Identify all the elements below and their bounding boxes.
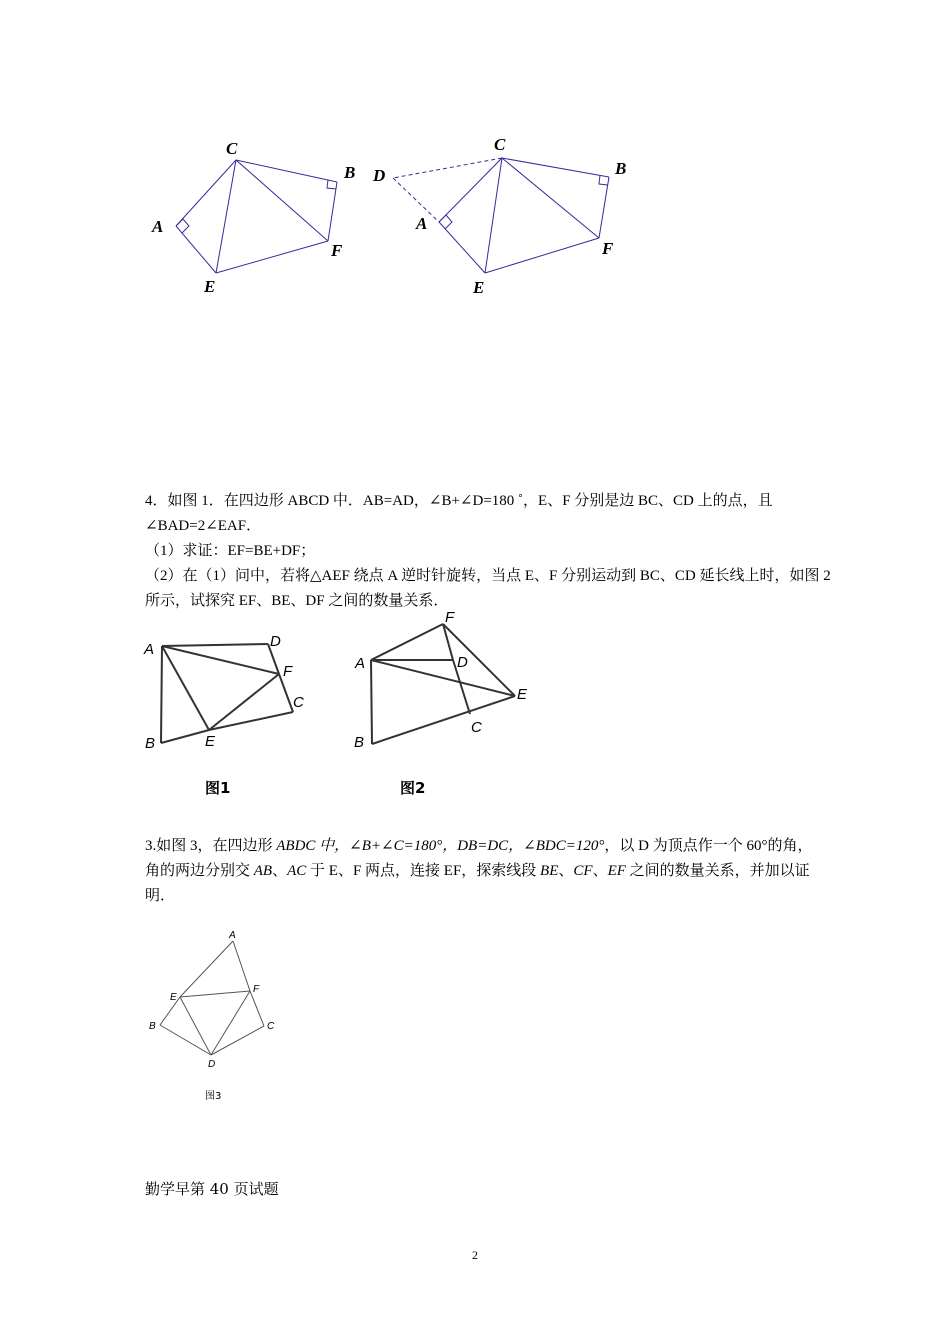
q3-line3: 明． (145, 888, 176, 904)
figure-quadrilateral-left (140, 130, 370, 300)
label-C: C (494, 135, 506, 154)
label-D: D (373, 166, 386, 185)
label-C: C (267, 1021, 275, 1032)
label-A: A (416, 214, 428, 233)
figure-caption: 图3 (205, 1091, 222, 1102)
q4-part1: （1）求证：EF=BE+DF； (145, 543, 316, 559)
label-D: D (270, 633, 281, 650)
label-C: C (471, 719, 482, 736)
q3-line2f: BE (540, 863, 559, 879)
figure-caption: 图1 (205, 779, 231, 797)
label-A: A (229, 930, 236, 941)
label-B: B (149, 1021, 156, 1032)
q4-line2: ∠BAD=2∠EAF． (145, 518, 262, 534)
figure-3 (140, 925, 290, 1105)
figure-quadrilateral-right (365, 125, 655, 305)
label-A: A (355, 655, 366, 672)
label-F: F (283, 663, 293, 680)
q4-part2-line1: （2）在（1）问中，若将△AEF 绕点 A 逆时针旋转，当点 E、F 分别运动到 BC、CD 延长线上时，如图 2 (145, 568, 831, 584)
figure-1 (140, 630, 320, 805)
label-B: B (354, 734, 365, 751)
q3-seg2: ABDC 中，∠B+∠C=180°，DB=DC，∠BDC=120° (276, 838, 605, 854)
q3-line2d: AC (287, 863, 307, 879)
label-B: B (344, 163, 356, 182)
label-F: F (331, 241, 343, 260)
label-E: E (473, 278, 485, 297)
label-E: E (205, 733, 216, 750)
q3-seg1: 3.如图 3，在四边形 (145, 838, 277, 854)
q4-part2-line2: 所示，试探究 EF、BE、DF 之间的数量关系． (145, 593, 449, 609)
label-C: C (226, 139, 238, 158)
q4-line1: 4．如图 1．在四边形 ABCD 中．AB=AD，∠B+∠D=180 ˚，E、F 分别是边 BC、CD 上的点，且 (145, 493, 773, 509)
label-B: B (145, 735, 156, 752)
q3-line2h: CF (573, 863, 593, 879)
label-D: D (208, 1059, 216, 1070)
label-E: E (517, 686, 528, 703)
q3-line2b: AB (253, 863, 273, 879)
label-E: E (170, 992, 177, 1003)
label-D: D (457, 654, 468, 671)
label-A: A (144, 641, 155, 658)
label-B: B (615, 159, 627, 178)
q3-line2j: EF (607, 863, 626, 879)
figure-2 (345, 608, 545, 808)
label-E: E (204, 277, 216, 296)
q3-line2e: 于 E、F 两点，连接 EF，探索线段 (306, 863, 541, 879)
q3-line2a: 角的两边分别交 (145, 863, 254, 879)
q3-line2i: 、 (592, 863, 608, 879)
label-F: F (602, 239, 614, 258)
q3-line2k: 之间的数量关系，并加以证 (625, 863, 810, 879)
label-C: C (293, 694, 304, 711)
page-number: 2 (472, 1248, 478, 1262)
label-A: A (152, 217, 164, 236)
q3-line2 (145, 858, 865, 884)
label-F: F (445, 609, 455, 626)
footer-text: 勤学早第 40 页试题 (145, 1180, 279, 1198)
q3-line2c: 、 (272, 863, 288, 879)
figure-caption: 图2 (400, 779, 426, 797)
label-F: F (253, 984, 260, 995)
q3-seg3: ，以 D 为顶点作一个 60°的角， (604, 838, 813, 854)
q3-line2g: 、 (558, 863, 574, 879)
q3-line1 (145, 833, 865, 859)
